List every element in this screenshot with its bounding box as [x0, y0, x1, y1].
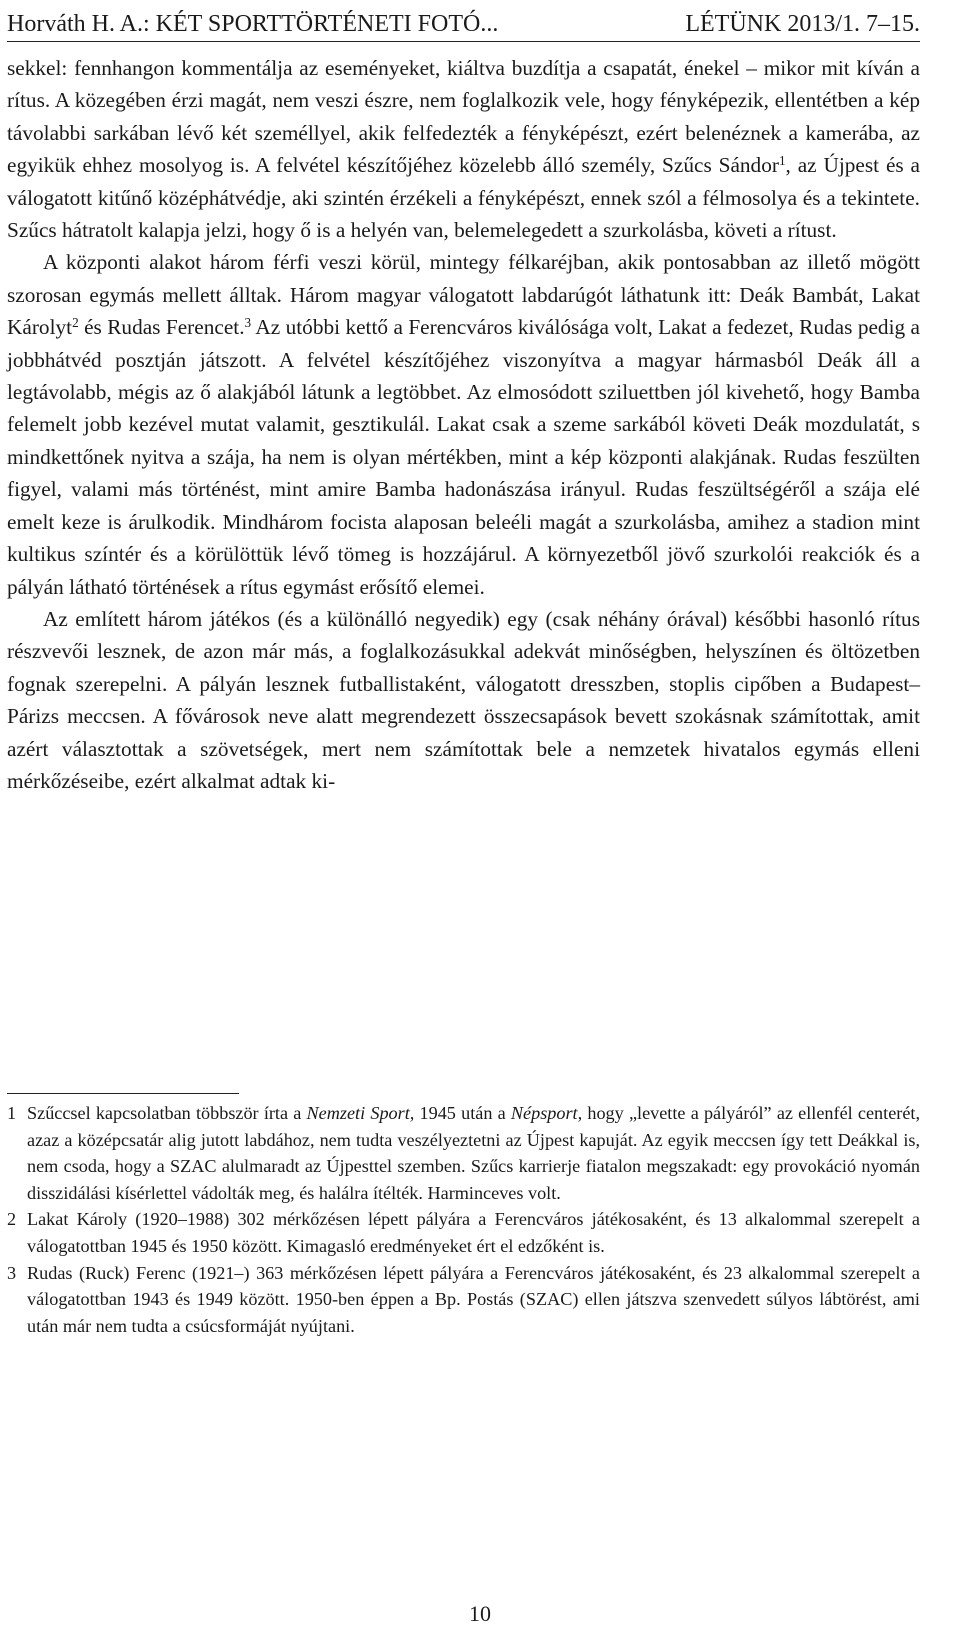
paragraph-2-text-a: A központi alakot három férfi veszi körül, mintegy félkaréjban, akik pontosabban az illető mögött szorosan egymás mellett álltak. Három magyar válogatott labdarúgót láthatunk itt: Deák Bambát, Lakat Károlyt: [7, 250, 920, 340]
footnote-ref-1: 1: [778, 152, 786, 168]
footnote-number: 1: [7, 1103, 17, 1123]
footnote-1-source-2: Népsport,: [510, 1103, 583, 1123]
body-text: [7, 52, 920, 797]
paragraph-1: [7, 52, 920, 246]
footnote-ref-3: 3: [244, 315, 252, 330]
paragraph-3: Az említett három játékos (és a különálló negyedik) egy (csak néhány órával) későbbi hasonló rítus részvevői lesznek, de azon már más, a foglalkozásukkal adekvát minőségben, helyszínen és öltözetben fognak szerepelni. A pályán lesznek futballistaként, válogatott dresszben, stoplis cipőben a Budapest–Párizs meccsen. A fővárosok neve alatt megrendezett összecsapások bevett szokásnak számítottak, amit azért választottak a szövetségek, mert nem számítottak bele a nemzetek hivatalos egymás elleni mérkőzéseibe, ezért alkalmat adtak ki-: [7, 606, 920, 793]
page-number: 10: [469, 1601, 491, 1626]
footnote-1-text-c: hogy „levette a pályáról” az ellenfél centerét, azaz a középcsatár alig jutott labdához, nem tudta veszélyeztetni az Újpest kapuját. Az egyik meccsen így tett Deákkal is, nem csoda, hogy a SZAC alulmaradt az Újpesttel szemben. Szűcs karrierje fiatalon megszakadt: egy provokáció nyomán disszidálási kísérlettel vádolták meg, és halálra ítélték. Harminceves volt.: [27, 1103, 921, 1203]
running-head-journal: LÉTÜNK 2013/1. 7–15.: [685, 11, 920, 37]
footnote-3-text: Rudas (Ruck) Ferenc (1921–) 363 mérkőzésen lépett pályára a Ferencváros játékosaként, és 23 alkalommal szerepelt a válogatottban 1943 és 1949 között. 1950-ben éppen a Bp. Postás (SZAC) ellen játszva szenvedett súlyos lábtörést, ami után már nem tudta a csúcsformáját nyújtani.: [27, 1262, 920, 1336]
footnote-1-text-a: Szűccsel kapcsolatban többször írta a: [27, 1103, 307, 1123]
footnote-2-text: Lakat Károly (1920–1988) 302 mérkőzésen lépett pályára a Ferencváros játékosaként, és 13 alkalommal szerepelt a válogatottban 1945 és 1950 között. Kimagasló eredményeket ért el edzőként is.: [27, 1209, 920, 1256]
paragraph-2: [7, 246, 920, 602]
footnote-2: [7, 1206, 920, 1259]
footnote-3: [7, 1260, 920, 1340]
running-head: [7, 7, 920, 42]
footnote-ref-2: 2: [72, 315, 79, 330]
running-head-author-title: Horváth H. A.: KÉT SPORTTÖRTÉNETI FOTÓ...: [7, 11, 499, 37]
paragraph-1-text-b: , az Újpest és a válogatott kitűnő középhátvédje, aki szintén érzékeli a fényképészt, ennek szól a félmosolya és a tekintete. Szűcs hátratolt kalapja jelzi, hogy ő is a helyén van, belemelegedett a szurkolásba, követi a rítust.: [7, 153, 920, 243]
footnote-1-text-b: 1945 után a: [414, 1103, 511, 1123]
footnote-1-source-1: Nemzeti Sport,: [306, 1103, 415, 1123]
footnote-number: 3: [7, 1262, 17, 1283]
paragraph-1-text-a: sekkel: fennhangon kommentálja az eseményeket, kiáltva buzdítja a csapatát, énekel – mikor mit kíván a rítus. A közegében érzi magát, nem veszi észre, nem foglalkozik vele, hogy fényképezik, ellentétben a kép távolabbi sarkában lévő két személlyel, akik felfedezték a fényképészt, ezért belenéznek a kamerába, az egyikük ehhez mosolyog is. A felvétel készítőjéhez közelebb álló személy, Szűcs Sándor: [7, 56, 920, 178]
footnotes: [7, 1100, 920, 1339]
footnote-number: 2: [7, 1209, 17, 1230]
paragraph-2-text-b: és Rudas Ferencet.: [78, 315, 245, 340]
paragraph-2-text-c: Az utóbbi kettő a Ferencváros kiválósága volt, Lakat a fedezet, Rudas pedig a jobbhátvéd posztján játszott. A felvétel készítőjéhez viszonyítva a magyar hármasból Deák áll a legtávolabb, mégis az ő alakjából látunk a legtöbbet. Az elmosódott sziluettben jól kivehető, hogy Bamba felemelt jobb kezével mutat valamit, gesztikulál. Lakat csak a szeme sarkából követi Deák mozdulatát, s mindkettőnek nyitva a szája, ha nem is olyan mértékben, mint a kép központi alakjának. Rudas feszülten figyel, valami más történést, mint amire Bamba hadonászása irányul. Rudas feszültségéről a szája elé emelt keze is árulkodik. Mindhárom focista alaposan beleéli magát a szurkolásba, amihez a stadion mint kultikus színtér és a körülöttük lévő tömeg is hozzájárul. A környezetből jövő szurkolói reakciók és a pályán látható történések a rítus egymást erősítő elemei.: [7, 315, 921, 599]
footnote-1: [7, 1100, 920, 1206]
footnote-separator: [7, 1093, 239, 1094]
